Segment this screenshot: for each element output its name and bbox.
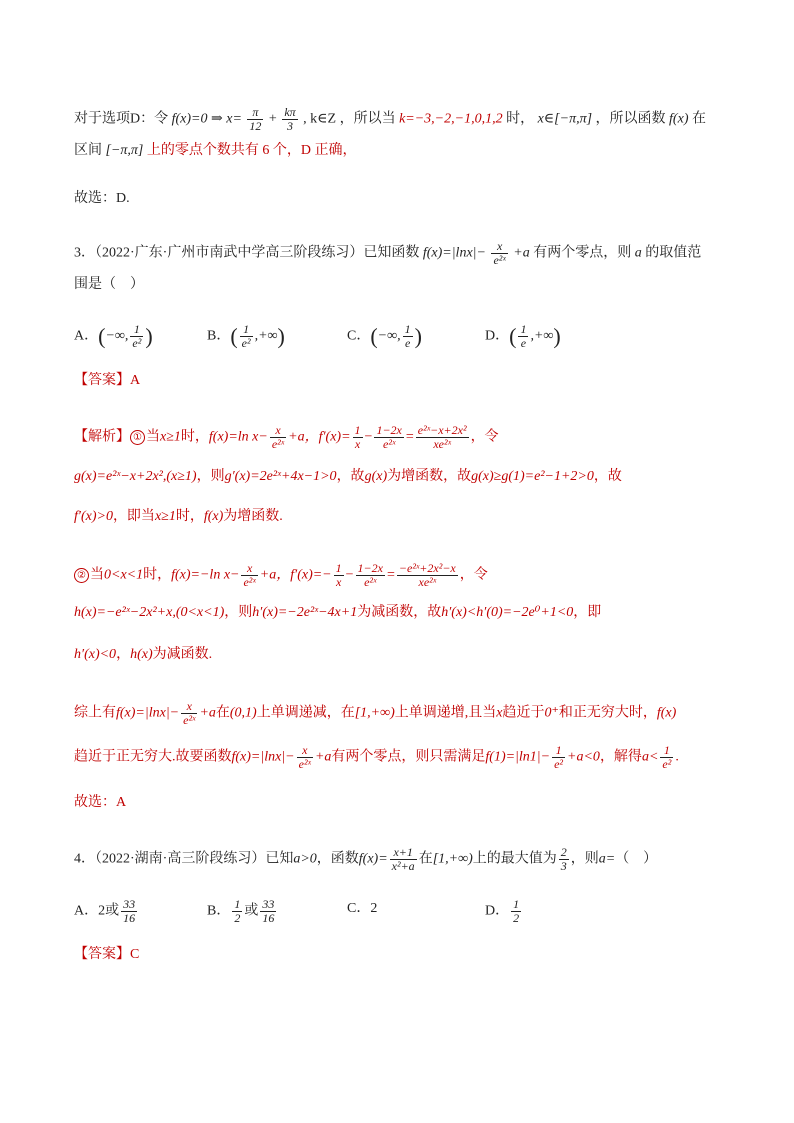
interval: [−π,π] [105,143,144,158]
fraction: $\frac{1}{\text{e²}}$ [662,743,672,771]
term: +a [314,749,332,765]
function: f(x)=ln x− [208,429,268,445]
q2-option-d-line1 [74,106,706,133]
text: 上的最大值为 [472,851,557,867]
term: +a [288,429,305,445]
text: 有两个零点，则只需满足 [331,749,486,765]
fraction: $\frac{1}{2}$ [513,897,520,925]
q3-analysis-line1 [74,424,499,451]
function: h(x) [130,647,153,662]
option-text: 2 [370,901,378,916]
q4-option-c[interactable] [347,898,377,920]
inequality: h′(x)<h′(0)=−2e⁰+1<0 [441,605,574,620]
text: 在 [215,705,230,721]
term: +a [259,567,277,583]
text: ，令 [470,429,499,445]
q2-option-d-line2 [74,140,357,162]
text: 为减函数. [152,647,213,662]
text: ，则 [224,605,253,620]
fraction: $\frac{\text{−e²ˣ+2x²−x}}{\text{xe²ˣ}}$ [398,561,456,589]
text: ，即 [573,605,602,620]
paren: ) [145,323,153,349]
option-label: D． [485,328,510,344]
function: f(x) [203,509,224,524]
q3-conclusion: 故选：A [74,795,127,810]
text: ，则 [196,469,225,484]
text: 为增函数. [223,509,283,524]
text: ，所以函数 [595,111,666,127]
minus: − [364,429,373,445]
text: 的取值范 [645,245,702,261]
q3-option-d[interactable] [485,323,561,350]
option-label: C． [347,901,371,916]
term: +a [199,705,216,721]
bound: ,+∞ [254,328,278,344]
q4-option-b[interactable] [207,898,278,925]
text: 为增函数，故 [387,469,472,484]
q3-analysis-line2 [74,466,622,488]
function-name: f(x) [669,111,689,127]
q3-option-b[interactable] [207,323,285,350]
circled-number: ① [130,430,145,445]
option-label: D． [485,903,510,919]
text: 时， [506,111,535,127]
option-label: B． [207,328,231,344]
fraction: $\frac{1}{\text{e²}}$ [241,322,251,350]
fraction: $\frac{1-2x}{\text{e²ˣ}}$ [376,423,402,451]
fraction: $\frac{\text{e²ˣ−x+2x²}}{\text{xe²ˣ}}$ [417,423,467,451]
q4-stem [74,846,657,873]
fraction: $\frac{1}{\text{e²}}$ [554,743,564,771]
paren: ) [277,323,285,349]
bound: ,+∞ [530,328,554,344]
fraction: $\frac{x}{\text{e²ˣ}}$ [183,699,196,727]
fraction: $\frac{k\pi}{3}$ [284,105,296,133]
derivative: ，f′(x)= [304,429,351,445]
q4-option-a[interactable] [74,898,139,925]
k-values: k=−3,−2,−1,0,1,2 [399,111,503,127]
fraction: $\frac{x}{\text{e²ˣ}}$ [493,239,506,267]
text: . [675,749,679,765]
fraction: $\frac{1}{x}$ [335,561,342,589]
fraction: $\frac{x+1}{\text{x²+a}}$ [391,845,415,873]
text: 时， [175,509,204,524]
fraction: $\frac{x}{\text{e²ˣ}}$ [298,743,311,771]
function: f(x)=|lnx|− [231,749,295,765]
paren: ( [230,323,238,349]
derivative: f′(x)>0 [74,509,113,524]
option-label: B． [207,903,231,919]
fraction: $\frac{1}{x}$ [354,423,361,451]
paren: ) [414,323,422,349]
equation: f(x)=0 ⇒ x= [171,111,242,127]
function: f(x) [656,705,677,721]
fraction: $\frac{1}{\text{e²}}$ [132,322,142,350]
interval: [1,+∞) [432,851,473,867]
q3-option-a[interactable] [74,323,153,350]
text: 4．（2022·湖南·高三阶段练习）已知 [74,851,294,867]
condition: x≥1 [154,509,176,524]
function: f(x)= [358,851,388,867]
text: 上单调递增,且当 [394,705,497,721]
q3-analysis-line4 [74,562,488,589]
text: 对于选项D：令 [74,111,169,127]
derivative: g′(x)=2e²ˣ+4x−1>0 [224,469,337,484]
text: 时， [143,567,172,583]
fraction: $\frac{1}{e}$ [520,322,527,350]
fraction: $\frac{1}{2}$ [234,897,241,925]
option-label: A． [74,903,99,919]
q3-option-c[interactable] [347,323,422,350]
q4-answer: 【答案】C [74,947,140,962]
result: a< [641,749,659,765]
q2-conclusion: 故选：D. [74,191,130,206]
text: 和正无穷大时， [558,705,657,721]
q3-stem-line2: 围是（ ） [74,277,144,292]
function: f(x)=|lnx|− [422,245,486,261]
text: ，解得 [599,749,642,765]
text: （ ） [615,851,658,867]
paren: ( [98,323,106,349]
option-label: A． [74,328,99,344]
text: 趋近于正无穷大.故要函数 [74,749,232,765]
text: 有两个零点，则 [533,245,632,261]
condition: x≥1 [160,429,181,445]
function: g(x)=e²ˣ−x+2x²,(x≥1) [74,469,197,484]
inequality: +a<0 [567,749,600,765]
text: 当 [146,429,160,445]
option-text: 2或 [98,903,120,919]
variable: x [496,705,503,721]
q3-answer: 【答案】A [74,373,141,388]
paren: ( [370,323,378,349]
fraction: $\frac{\pi}{12}$ [249,105,262,133]
fraction: $\frac{33}{16}$ [123,897,136,925]
condition: f(1)=|ln1|− [485,749,551,765]
plus-sign: + [268,111,277,127]
minus: − [345,567,354,583]
text: 当 [90,567,104,583]
derivative: ，f′(x)=− [276,567,332,583]
q3-summary-line1 [74,700,676,727]
circled-number: ② [74,568,89,583]
text: ，故 [593,469,622,484]
option-text: 或 [244,903,259,919]
condition: 0<x<1 [104,567,144,583]
text: 综上有 [74,705,116,721]
term: +a [513,245,530,261]
text: , k∈Z ，所以当 [303,111,396,127]
text: 时， [180,429,209,445]
function: f(x)=|lnx|− [116,705,180,721]
fraction: $\frac{1}{e}$ [404,322,411,350]
q3-analysis-line3 [74,506,283,528]
text: 上单调递减，在 [256,705,355,721]
q3-analysis-line6 [74,644,212,666]
bound: −∞, [377,328,401,344]
text: ， [116,647,131,662]
text: ，令 [459,567,488,583]
text: 3．（2022·广东·广州市南武中学高三阶段练习）已知函数 [74,245,420,261]
equals: = [405,429,414,445]
function: g(x) [364,469,388,484]
text: ，函数 [316,851,359,867]
fraction: $\frac{33}{16}$ [262,897,275,925]
text: 在 [691,111,706,127]
q3-stem-line1 [74,240,701,267]
text: 为减函数，故 [357,605,442,620]
equals: = [386,567,395,583]
derivative: h′(x)<0 [74,647,117,662]
text: 趋近于 [502,705,545,721]
option-label: C． [347,328,371,344]
inequality: g(x)≥g(1)=e²−1+2>0 [471,469,594,484]
x-domain: x∈[−π,π] [537,111,593,127]
condition: a>0 [293,851,317,867]
fraction: $\frac{x}{\text{e²ˣ}}$ [271,423,285,451]
text: ，即当 [112,509,155,524]
text: ，则 [570,851,599,867]
text: 在 [418,851,433,867]
text: ，故 [336,469,365,484]
q4-option-d[interactable] [485,898,523,925]
interval: [1,+∞) [354,705,395,721]
function: f(x)=−ln x− [171,567,240,583]
paren: ) [553,323,561,349]
fraction: $\frac{2}{3}$ [560,845,567,873]
text: 区间 [74,143,102,158]
variable: a= [598,851,616,867]
q3-summary-line2 [74,744,679,771]
bound: −∞, [105,328,129,344]
function: h(x)=−e²ˣ−2x²+x,(0<x<1) [74,605,225,620]
paren: ( [509,323,517,349]
interval: (0,1) [229,705,257,721]
q3-analysis-line5 [74,602,601,624]
analysis-tag: 【解析】 [74,429,130,445]
text: 上的零点个数共有 6 个，D 正确， [146,143,357,158]
derivative: h′(x)=−2e²ˣ−4x+1 [252,605,358,620]
limit-value: 0⁺ [544,705,559,721]
fraction: $\frac{x}{\text{e²ˣ}}$ [243,561,256,589]
variable: a [634,245,642,261]
fraction: $\frac{1-2x}{\text{e²ˣ}}$ [357,561,383,589]
